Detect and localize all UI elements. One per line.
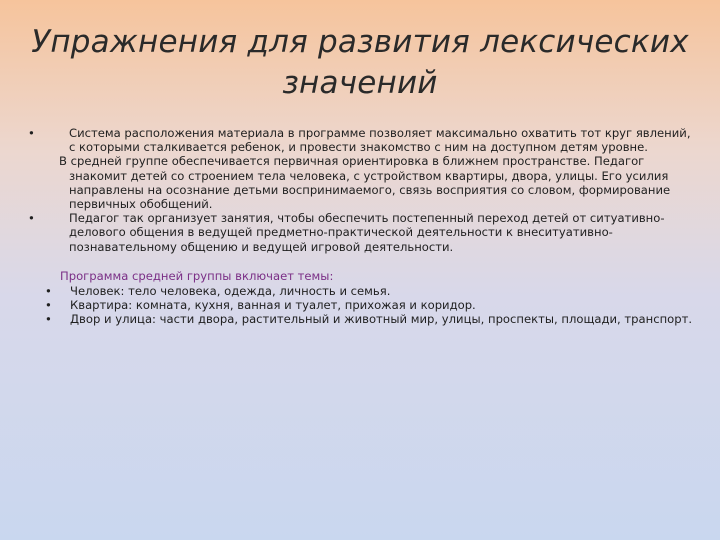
paragraph-system: Система расположения материала в программе позволяет максимально охватить тот круг явлений, с которыми сталкивается ребенок, и провести знакомство с ним на доступном детям уровне.	[69, 126, 691, 155]
theme-text: Квартира: комната, кухня, ванная и туалет, прихожая и коридор.	[70, 298, 476, 313]
bullet-icon: •	[45, 298, 52, 313]
slide-title: Упражнения для развития лексических значений	[31, 24, 689, 101]
bullet-item-system	[28, 126, 698, 154]
bullet-item-teacher	[28, 211, 698, 254]
theme-text: Человек: тело человека, одежда, личность и семья.	[70, 284, 391, 299]
themes-heading: Программа средней группы включает темы:	[60, 268, 334, 283]
theme-item-apartment	[28, 298, 698, 312]
bullet-icon: •	[28, 211, 35, 226]
spacer	[28, 254, 698, 269]
bullet-icon: •	[45, 312, 52, 327]
slide-content	[28, 126, 698, 327]
theme-text: Двор и улица: части двора, растительный и животный мир, улицы, проспекты, площади, транспорт.	[70, 312, 693, 327]
theme-item-yard-street	[28, 312, 698, 326]
bullet-icon: •	[28, 126, 35, 140]
paragraph-teacher: Педагог так организует занятия, чтобы обеспечить постепенный переход детей от ситуативно-делового общения в ведущей предметно-практической деятельности к внеситуативно-познавательному общению и ведущей игровой деятельности.	[69, 211, 665, 254]
themes-list	[28, 269, 698, 327]
bullet-icon: •	[45, 284, 52, 299]
theme-item-person	[28, 284, 698, 298]
paragraph-middle-group: В средней группе обеспечивается первичная ориентировка в ближнем пространстве. Педагог знакомит детей со строением тела человека, с устройством квартиры, двора, улицы. Его усилия направлены на осознание детьми воспринимаемого, связь восприятия со словом, формирование первичных обобщений.	[59, 154, 671, 212]
